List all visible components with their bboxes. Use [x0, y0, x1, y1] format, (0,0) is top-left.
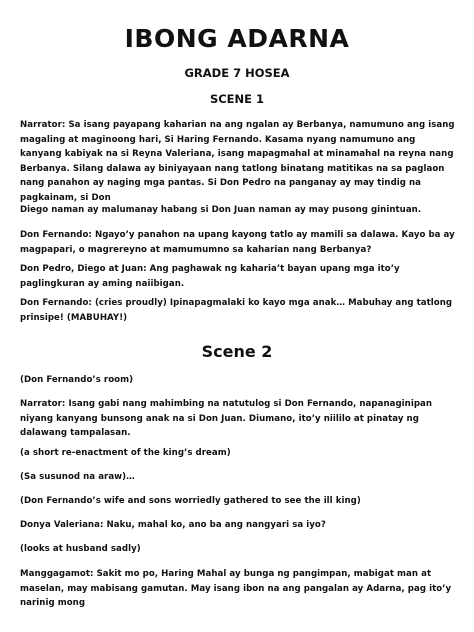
scene2-stage-direction-next-day: (Sa susunod na araw)… — [20, 472, 135, 482]
scene1-paragraph-fernando-proud: Don Fernando: (cries proudly) Ipinapagmalaki ko kayo mga anak… Mabuhay ang tatlong prinsipe! (MABUHAY!) — [20, 298, 453, 323]
scene1-paragraph-fernando: Don Fernando: Ngayo’y panahon na upang kayong tatlo ay mamili sa dalawa. Kayo ba ay magpapari, o magrereyno at mamumumno sa kaharian nang Berbanya? — [20, 230, 455, 255]
scene2-paragraph-valeriana: Donya Valeriana: Naku, mahal ko, ano ba ang nangyari sa iyo? — [20, 520, 326, 530]
scene2-stage-direction-gathered: (Don Fernando’s wife and sons worriedly gathered to see the ill king) — [20, 496, 361, 506]
scene1-paragraph-narrator-cont: Diego naman ay malumanay habang si Don Juan naman ay may pusong ginintuan. — [20, 205, 422, 215]
document-subtitle: GRADE 7 HOSEA — [184, 66, 290, 80]
scene1-paragraph-narrator: Narrator: Sa isang payapang kaharian na ang ngalan ay Berbanya, namumuno ang isang magaling at maginoong hari, Si Haring Fernando. Kasama nyang namumuno ang kanyang kabiyak na si Reyna Valeriana, isang mapagmahal at minamahal na reyna nang Berbanya. Silang dalawa ay biniyayaan nang tatlong binatang matitikas na sa paglaon nang panahon ay naging mga pantas. Si Don Pedro na panganay ay may tindig na pagkainam, si Don — [20, 120, 455, 203]
scene2-stage-direction-room: (Don Fernando’s room) — [20, 375, 134, 385]
scene2-stage-direction-reenactment: (a short re-enactment of the king’s dream) — [20, 448, 231, 458]
document-title: IBONG ADARNA — [124, 24, 350, 53]
scene-2-heading: Scene 2 — [201, 342, 273, 361]
scene2-paragraph-manggagamot: Manggagamot: Sakit mo po, Haring Mahal ay bunga ng pangimpan, mabigat man at maselan, may mabisang gamutan. May isang ibon na ang pangalan ay Adarna, pag ito’y narinig mong — [20, 569, 452, 608]
scene2-stage-direction-looks: (looks at husband sadly) — [20, 544, 141, 554]
scene2-paragraph-narrator: Narrator: Isang gabi nang mahimbing na natutulog si Don Fernando, napanaginipan niyang kanyang bunsong anak na si Don Juan. Diumano, ito’y niililo at pinatay ng dalawang tampalasan. — [20, 399, 433, 438]
scene-1-heading: SCENE 1 — [209, 92, 265, 106]
scene1-paragraph-princes: Don Pedro, Diego at Juan: Ang paghawak ng kaharia’t bayan upang mga ito’y paglingkuran ay aming naiibigan. — [20, 264, 400, 289]
